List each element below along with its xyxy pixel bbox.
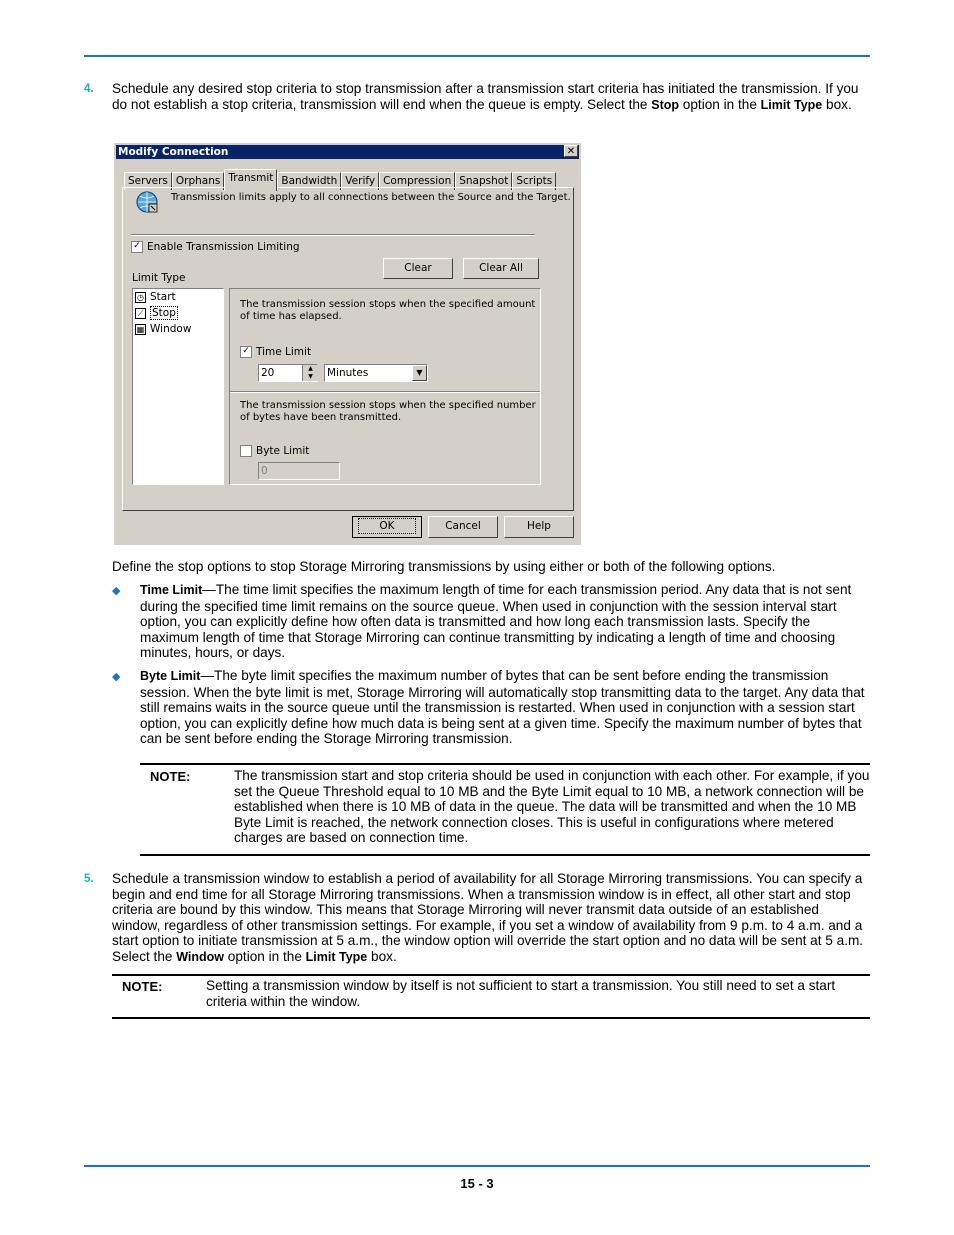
- checkbox-icon: ✓: [240, 346, 252, 358]
- byte-description: The transmission session stops when the specified number of bytes have been transmitted.: [240, 400, 536, 423]
- checkbox-icon: ✓: [131, 241, 143, 253]
- time-unit-select[interactable]: Minutes: [324, 364, 428, 382]
- tab-transmit[interactable]: Transmit: [224, 169, 277, 191]
- group-divider: [230, 391, 540, 393]
- time-description: The transmission session stops when the specified amount of time has elapsed.: [240, 299, 536, 322]
- diamond-bullet-icon: ◆: [112, 671, 121, 683]
- ok-button[interactable]: OK: [352, 516, 422, 538]
- modify-connection-dialog: [114, 143, 581, 545]
- note-rule-top: [112, 974, 870, 976]
- tab-scripts[interactable]: Scripts: [512, 172, 556, 190]
- list-item-window[interactable]: ▦ Window: [136, 323, 192, 335]
- note-rule-bottom: [112, 1017, 870, 1019]
- footer-rule: [84, 1165, 870, 1167]
- step-5-text: Schedule a transmission window to establish a period of availability for all Storage Mirroring transmissions. You can specify a begin and end time for all Storage Mirroring transmissions. When a transmission window is in effect, all other start and stop criteria are bound by this window. This means that Storage Mirroring will never transmit data outside of an established window, regardless of other transmission settings. For example, if you set a window of availability from 9 p.m. to 4 a.m. and a start option to initiate transmission at 5 a.m., the window option will override the start option and no data will be sent at 5 a.m. Select the Window option in the Limit Type box.: [112, 871, 864, 964]
- time-limit-checkbox[interactable]: ✓ Time Limit: [240, 346, 311, 358]
- step-number: 5.: [84, 873, 94, 885]
- byte-limit-checkbox[interactable]: Byte Limit: [240, 445, 309, 457]
- transmit-panel: [122, 187, 574, 511]
- chevron-down-icon[interactable]: ▼: [412, 365, 427, 381]
- step-4-text: Schedule any desired stop criteria to stop transmission after a transmission start criteria has initiated the transmission. If you do not establish a stop criteria, transmission will end when the queue is empty. Select the Stop option in the Limit Type box.: [112, 81, 859, 112]
- step-number: 4.: [84, 83, 94, 95]
- close-icon[interactable]: ✕: [564, 145, 578, 157]
- tab-bandwidth[interactable]: Bandwidth: [277, 172, 341, 190]
- start-icon: ◷: [135, 292, 146, 303]
- header-rule: [84, 55, 870, 57]
- tab-orphans[interactable]: Orphans: [172, 172, 224, 190]
- limit-type-list: [132, 288, 224, 485]
- tab-verify[interactable]: Verify: [341, 172, 379, 190]
- note-rule-bottom: [140, 854, 870, 856]
- note-label: NOTE:: [122, 979, 163, 994]
- byte-limit-field[interactable]: 0: [258, 462, 340, 480]
- clear-button[interactable]: Clear: [383, 258, 453, 279]
- options-group: [229, 288, 541, 485]
- note-label: NOTE:: [150, 769, 191, 784]
- window-icon: ▦: [136, 324, 145, 334]
- divider: [131, 234, 535, 236]
- enable-transmission-limiting-checkbox[interactable]: ✓ Enable Transmission Limiting: [131, 241, 300, 253]
- tab-compression[interactable]: Compression: [379, 172, 455, 190]
- help-button[interactable]: Help: [504, 516, 574, 538]
- diamond-bullet-icon: ◆: [112, 585, 121, 597]
- note-text: Setting a transmission window by itself is not sufficient to start a transmission. You still need to set a start criteria within the window.: [206, 978, 836, 1009]
- stop-icon: ⟋: [135, 308, 146, 319]
- dialog-title: Modify Connection: [116, 145, 579, 159]
- page-number: 15 - 3: [460, 1176, 494, 1191]
- tab-snapshot[interactable]: Snapshot: [455, 172, 512, 190]
- globe-icon: [135, 190, 159, 216]
- tab-servers[interactable]: Servers: [124, 172, 172, 190]
- bullet-byte-limit: Byte Limit—The byte limit specifies the maximum number of bytes that can be sent before ending the transmission session. When the byte limit is met, Storage Mirroring will automatically stop transmitting data to the target. Any data that still remains waits in the source queue until the transmission is restarted. When used in conjunction with a session start option, you can explicitly define how much data is being sent at a given time. Specify the maximum number of bytes that can be sent before ending the Storage Mirroring transmission.: [140, 668, 865, 747]
- tab-strip: [124, 169, 556, 187]
- cancel-button[interactable]: Cancel: [428, 516, 498, 538]
- stepper-arrows-icon[interactable]: ▲ ▼: [302, 365, 318, 381]
- list-item-stop[interactable]: ⟋ Stop: [135, 307, 178, 319]
- info-text: Transmission limits apply to all connections between the Source and the Target.: [171, 192, 571, 203]
- limit-type-label: Limit Type: [132, 272, 186, 284]
- define-text: Define the stop options to stop Storage Mirroring transmissions by using either or both of the following options.: [112, 559, 776, 574]
- list-item-start[interactable]: ◷ Start: [137, 291, 176, 303]
- note-text: The transmission start and stop criteria should be used in conjunction with each other. For example, if you set the Queue Threshold equal to 10 MB and the Byte Limit equal to 10 MB, a network connection will be established when there is 10 MB of data in the queue. The data will be transmitted and when the 10 MB Byte Limit is reached, the network connection closes. This is useful in configurations where metered charges are based on connection time.: [234, 768, 870, 846]
- time-limit-stepper[interactable]: 20: [258, 364, 318, 382]
- note-rule-top: [140, 763, 870, 765]
- clear-all-button[interactable]: Clear All: [463, 258, 539, 279]
- bullet-time-limit: Time Limit—The time limit specifies the maximum length of time for each transmission period. Any data that is not sent during the specified time limit remains on the source queue. When used in conjunction with the session interval start option, you can explicitly define how often data is transmitted and how long each transmission lasts. Specify the maximum length of time that Storage Mirroring can continue transmitting by indicating a length of time and choosing minutes, hours, or days.: [140, 582, 852, 661]
- checkbox-icon: [240, 445, 252, 457]
